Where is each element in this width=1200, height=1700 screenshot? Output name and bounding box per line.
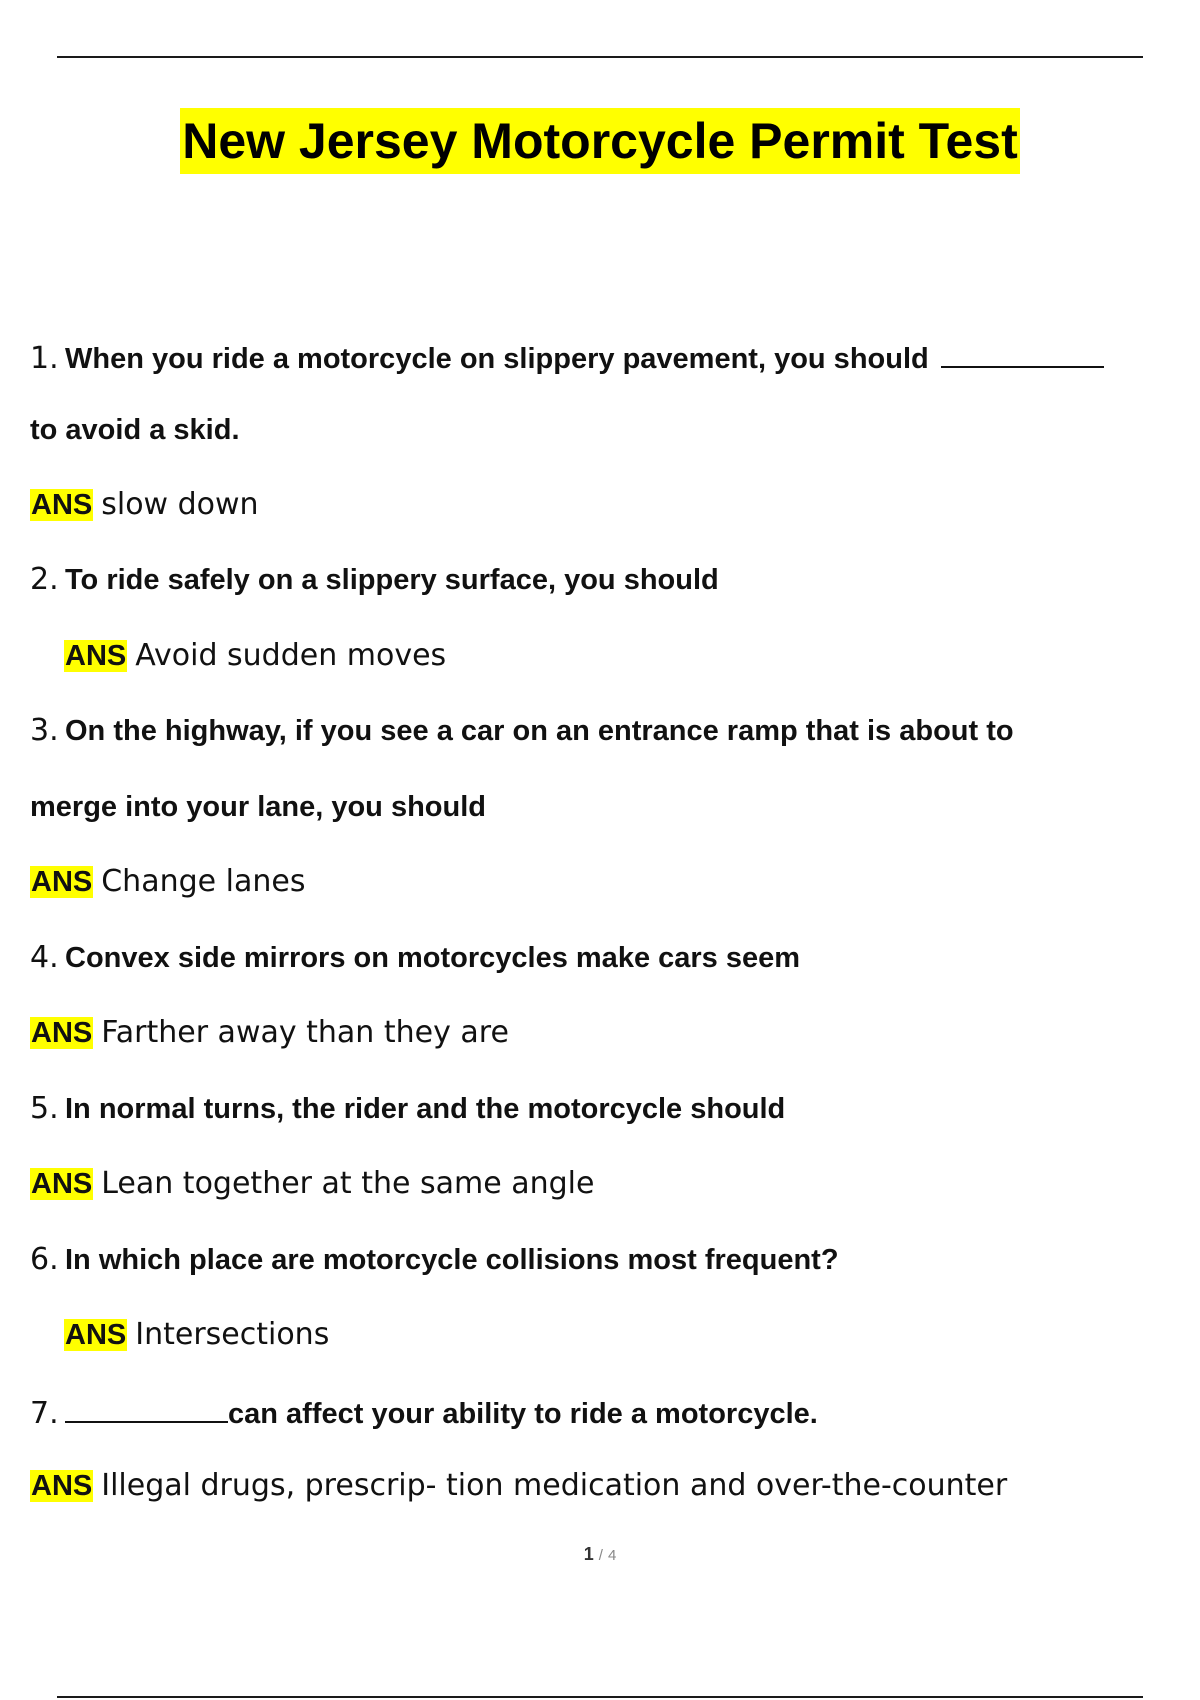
question-text: To ride safely on a slippery surface, you should bbox=[65, 564, 719, 596]
answer-text: slow down bbox=[101, 487, 259, 522]
question-6 bbox=[30, 1240, 839, 1280]
answer-blank bbox=[65, 1391, 228, 1423]
answer-label: ANS bbox=[31, 489, 93, 521]
question-number: 2. bbox=[30, 562, 59, 597]
bottom-rule bbox=[57, 1696, 1143, 1698]
answer-text: Change lanes bbox=[101, 864, 306, 899]
question-text: Convex side mirrors on motorcycles make cars seem bbox=[65, 942, 801, 974]
page-title: New Jersey Motorcycle Permit Test bbox=[180, 108, 1020, 174]
question-2 bbox=[30, 560, 719, 600]
title-container bbox=[0, 108, 1200, 174]
question-1 bbox=[30, 336, 1104, 379]
answer-7 bbox=[30, 1466, 1007, 1506]
question-number: 1. bbox=[30, 341, 59, 376]
answer-text: Farther away than they are bbox=[101, 1015, 509, 1050]
answer-text: Lean together at the same angle bbox=[101, 1166, 595, 1201]
question-3 bbox=[30, 711, 1014, 751]
question-1-continued bbox=[30, 410, 240, 450]
top-rule bbox=[57, 56, 1143, 58]
answer-1 bbox=[30, 485, 259, 525]
question-number: 7. bbox=[30, 1396, 59, 1431]
question-number: 5. bbox=[30, 1091, 59, 1126]
answer-2 bbox=[64, 636, 446, 676]
page-total: 4 bbox=[607, 1547, 617, 1564]
answer-label: ANS bbox=[31, 1017, 93, 1049]
answer-blank bbox=[941, 336, 1104, 368]
question-text: When you ride a motorcycle on slippery pavement, you should bbox=[65, 343, 929, 375]
question-5 bbox=[30, 1089, 785, 1129]
question-4 bbox=[30, 938, 800, 978]
page-current: 1 bbox=[583, 1544, 594, 1564]
page-indicator bbox=[0, 1544, 1200, 1565]
answer-3 bbox=[30, 862, 305, 902]
answer-label: ANS bbox=[31, 1470, 93, 1502]
question-3-continued bbox=[30, 787, 486, 827]
answer-text: Avoid sudden moves bbox=[135, 638, 447, 673]
answer-5 bbox=[30, 1164, 594, 1204]
question-7 bbox=[30, 1391, 818, 1434]
question-number: 6. bbox=[30, 1242, 59, 1277]
question-number: 4. bbox=[30, 940, 59, 975]
answer-label: ANS bbox=[65, 640, 127, 672]
answer-label: ANS bbox=[31, 866, 93, 898]
answer-label: ANS bbox=[65, 1319, 127, 1351]
question-text: merge into your lane, you should bbox=[30, 791, 486, 823]
question-text: can affect your ability to ride a motorcycle. bbox=[228, 1398, 818, 1430]
answer-text: Illegal drugs, prescrip- tion medication and over-the-counter bbox=[101, 1468, 1008, 1503]
question-text: to avoid a skid. bbox=[30, 414, 240, 446]
question-text: In normal turns, the rider and the motorcycle should bbox=[65, 1093, 786, 1125]
answer-label: ANS bbox=[31, 1168, 93, 1200]
question-number: 3. bbox=[30, 713, 59, 748]
page-separator: / bbox=[598, 1547, 603, 1564]
question-text: In which place are motorcycle collisions most frequent? bbox=[65, 1244, 839, 1276]
answer-6 bbox=[64, 1315, 329, 1355]
answer-4 bbox=[30, 1013, 509, 1053]
question-text: On the highway, if you see a car on an entrance ramp that is about to bbox=[65, 715, 1014, 747]
answer-text: Intersections bbox=[135, 1317, 330, 1352]
